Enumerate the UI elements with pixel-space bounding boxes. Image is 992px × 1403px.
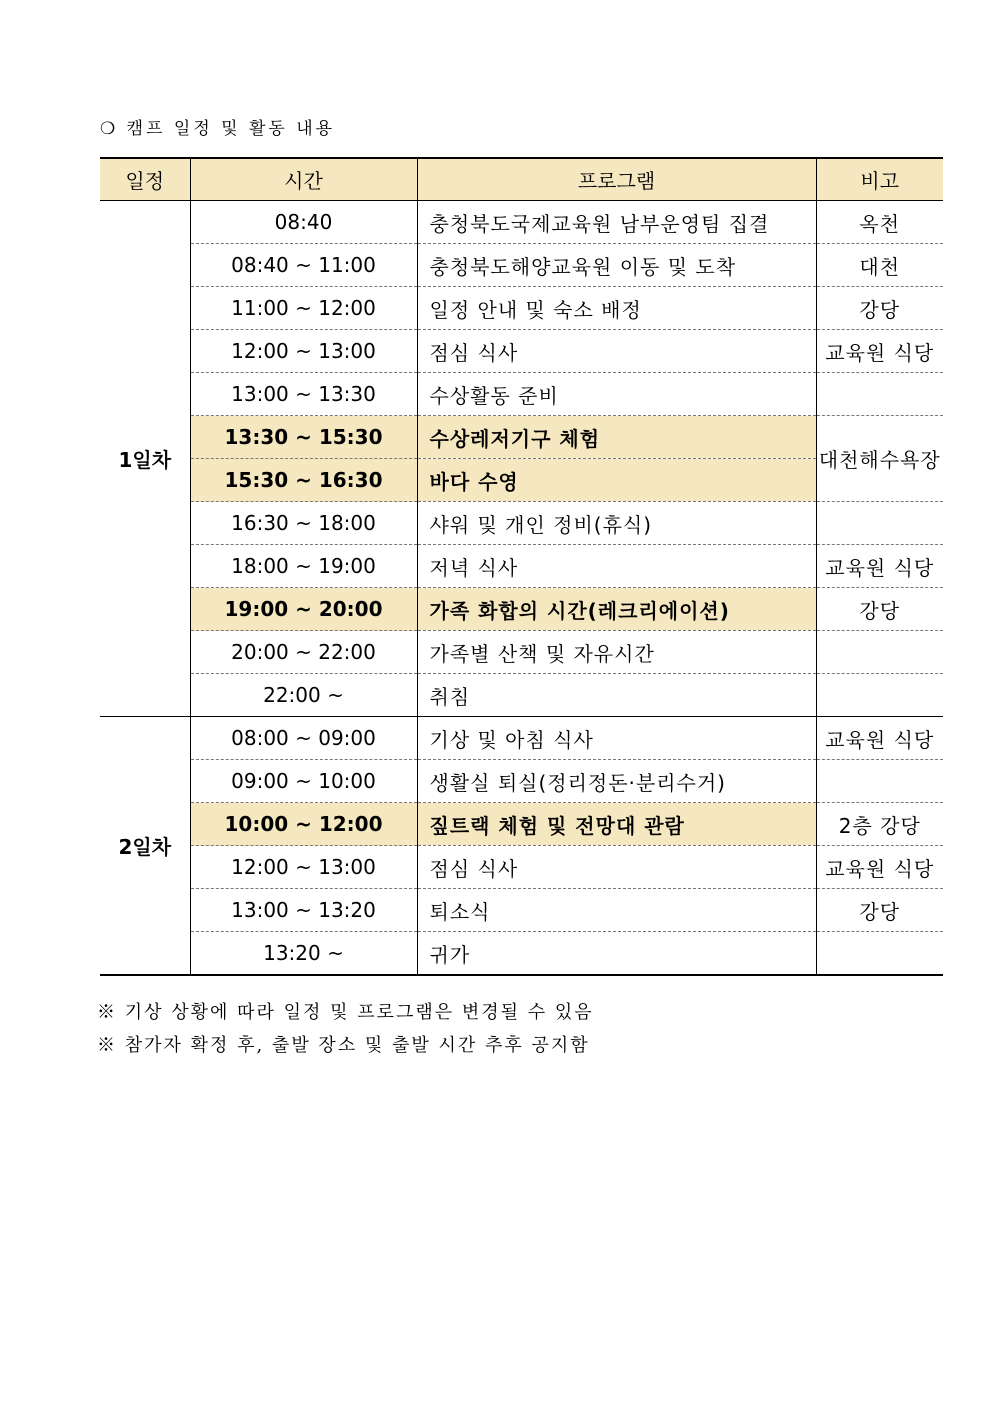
table-row [100, 373, 943, 416]
table-row [100, 674, 943, 717]
table-row [100, 244, 943, 287]
time-cell: 20:00 ~ 22:00 [190, 631, 417, 674]
note-cell: 강당 [816, 889, 943, 932]
table-row [100, 502, 943, 545]
program-cell: 충청북도해양교육원 이동 및 도착 [417, 244, 816, 287]
program-cell: 점심 식사 [417, 330, 816, 373]
table-row [100, 330, 943, 373]
table-row [100, 760, 943, 803]
time-cell: 13:20 ~ [190, 932, 417, 976]
note-cell [816, 674, 943, 717]
program-cell: 충청북도국제교육원 남부운영팀 집결 [417, 201, 816, 244]
time-cell: 08:00 ~ 09:00 [190, 717, 417, 760]
time-cell: 19:00 ~ 20:00 [190, 588, 417, 631]
day-label: 1일차 [100, 201, 190, 717]
table-row [100, 932, 943, 976]
program-cell: 기상 및 아침 식사 [417, 717, 816, 760]
time-cell: 13:00 ~ 13:20 [190, 889, 417, 932]
program-cell: 저녁 식사 [417, 545, 816, 588]
note-cell: 대천 [816, 244, 943, 287]
time-cell: 10:00 ~ 12:00 [190, 803, 417, 846]
header-day: 일정 [100, 158, 190, 201]
program-cell: 점심 식사 [417, 846, 816, 889]
note-cell: 교육원 식당 [816, 545, 943, 588]
time-cell: 13:30 ~ 15:30 [190, 416, 417, 459]
program-cell: 샤워 및 개인 정비(휴식) [417, 502, 816, 545]
header-note: 비고 [816, 158, 943, 201]
table-row-highlighted [100, 416, 943, 459]
note-cell: 교육원 식당 [816, 330, 943, 373]
header-time: 시간 [190, 158, 417, 201]
time-cell: 09:00 ~ 10:00 [190, 760, 417, 803]
table-row-highlighted [100, 588, 943, 631]
footnotes [97, 996, 594, 1062]
program-cell: 일정 안내 및 숙소 배정 [417, 287, 816, 330]
time-cell: 13:00 ~ 13:30 [190, 373, 417, 416]
time-cell: 15:30 ~ 16:30 [190, 459, 417, 502]
program-cell: 귀가 [417, 932, 816, 976]
table-row-highlighted [100, 803, 943, 846]
note-cell: 강당 [816, 287, 943, 330]
table-row [100, 846, 943, 889]
program-cell: 가족 화합의 시간(레크리에이션) [417, 588, 816, 631]
program-cell: 퇴소식 [417, 889, 816, 932]
schedule-table [100, 157, 943, 976]
program-cell: 바다 수영 [417, 459, 816, 502]
day-label: 2일차 [100, 717, 190, 976]
table-row [100, 287, 943, 330]
program-cell: 가족별 산책 및 자유시간 [417, 631, 816, 674]
note-cell [816, 502, 943, 545]
time-cell: 08:40 ~ 11:00 [190, 244, 417, 287]
section-title: ❍ 캠프 일정 및 활동 내용 [100, 119, 336, 139]
program-cell: 수상레저기구 체험 [417, 416, 816, 459]
program-cell: 짚트랙 체험 및 전망대 관람 [417, 803, 816, 846]
note-cell: 강당 [816, 588, 943, 631]
table-row [100, 889, 943, 932]
time-cell: 12:00 ~ 13:00 [190, 846, 417, 889]
table-row [100, 545, 943, 588]
program-cell: 수상활동 준비 [417, 373, 816, 416]
note-cell [816, 932, 943, 976]
time-cell: 18:00 ~ 19:00 [190, 545, 417, 588]
time-cell: 22:00 ~ [190, 674, 417, 717]
note-cell [816, 373, 943, 416]
footnote: ※ 기상 상황에 따라 일정 및 프로그램은 변경될 수 있음 [97, 1002, 594, 1023]
note-cell: 2층 강당 [816, 803, 943, 846]
time-cell: 12:00 ~ 13:00 [190, 330, 417, 373]
table-row [100, 717, 943, 760]
program-cell: 생활실 퇴실(정리정돈·분리수거) [417, 760, 816, 803]
note-cell: 교육원 식당 [816, 846, 943, 889]
table-row [100, 201, 943, 244]
table-header-row [100, 158, 943, 201]
note-cell: 교육원 식당 [816, 717, 943, 760]
time-cell: 16:30 ~ 18:00 [190, 502, 417, 545]
header-program: 프로그램 [417, 158, 816, 201]
time-cell: 11:00 ~ 12:00 [190, 287, 417, 330]
note-cell: 옥천 [816, 201, 943, 244]
program-cell: 취침 [417, 674, 816, 717]
table-row [100, 631, 943, 674]
time-cell: 08:40 [190, 201, 417, 244]
note-cell [816, 760, 943, 803]
note-cell [816, 631, 943, 674]
note-cell: 대천해수욕장 [816, 416, 943, 502]
footnote: ※ 참가자 확정 후, 출발 장소 및 출발 시간 추후 공지함 [97, 1035, 590, 1056]
